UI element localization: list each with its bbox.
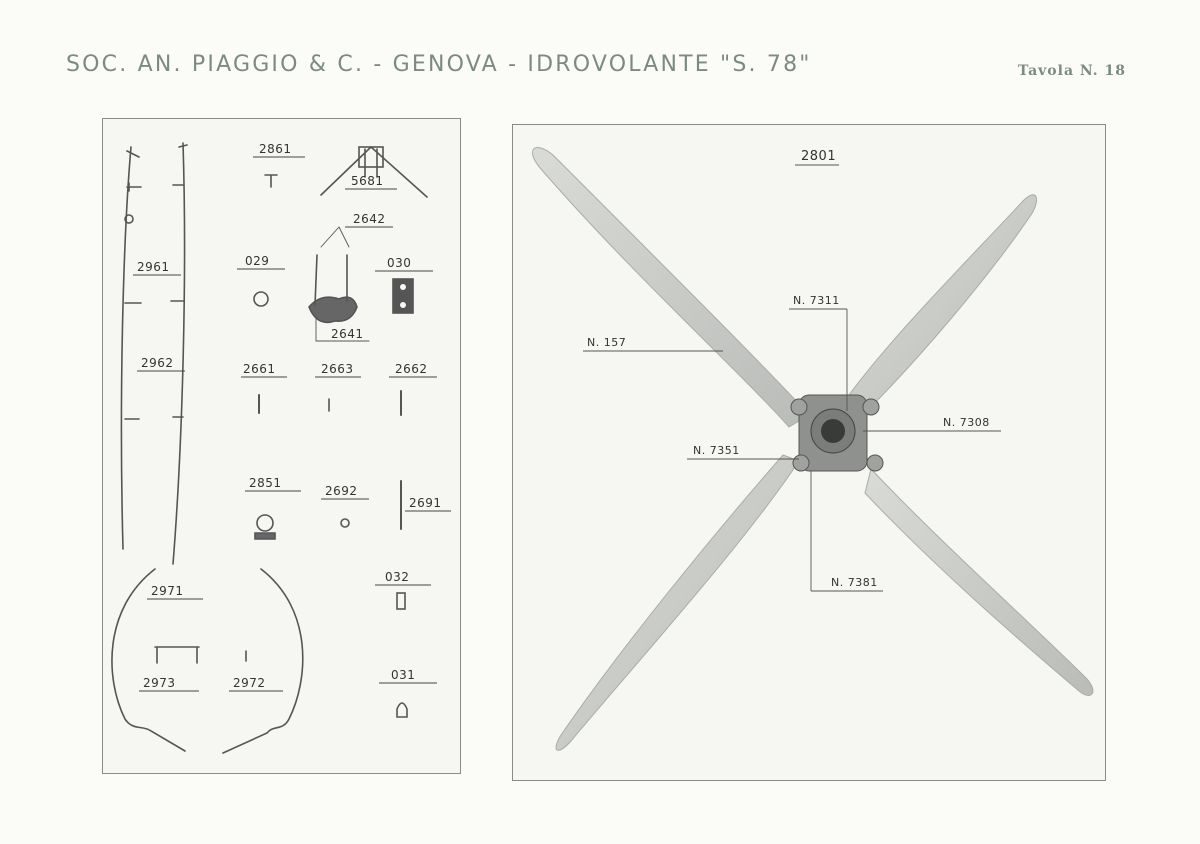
part-2962-rail: [173, 143, 185, 564]
page-title: SOC. AN. PIAGGIO & C. - GENOVA - IDROVOLANTE "S. 78": [66, 52, 812, 77]
part-032-fitting: [397, 593, 405, 609]
label-2861: 2861: [259, 142, 292, 156]
blade-upper-right: [849, 195, 1037, 415]
propeller-panel: [512, 124, 1106, 781]
label-5681: 5681: [351, 174, 384, 188]
blade-upper-left: [532, 148, 809, 427]
part-031-fitting: [397, 703, 407, 717]
label-032: 032: [385, 570, 410, 584]
part-2861: [265, 175, 277, 187]
label-2692: 2692: [325, 484, 358, 498]
label-2642: 2642: [353, 212, 386, 226]
parts-panel: [102, 118, 461, 774]
label-030: 030: [387, 256, 412, 270]
part-2692-washer: [341, 519, 349, 527]
part-2972-ring: [223, 569, 303, 753]
label-2971: 2971: [151, 584, 184, 598]
label-2663: 2663: [321, 362, 354, 376]
label-2961: 2961: [137, 260, 170, 274]
blade-lower-left: [556, 455, 799, 750]
propeller-drawing: [513, 125, 1105, 780]
propeller-hub: [791, 395, 883, 471]
label-n7308: N. 7308: [943, 416, 990, 429]
blade-lower-right: [865, 469, 1093, 695]
label-2662: 2662: [395, 362, 428, 376]
label-2801: 2801: [801, 149, 837, 164]
label-029: 029: [245, 254, 270, 268]
label-2641: 2641: [331, 327, 364, 341]
part-2851-clamp: [257, 515, 273, 531]
label-n7351: N. 7351: [693, 444, 740, 457]
label-2973: 2973: [143, 676, 176, 690]
part-2961-rail: [121, 147, 131, 549]
label-2972: 2972: [233, 676, 266, 690]
label-031: 031: [391, 668, 416, 682]
label-2691: 2691: [409, 496, 442, 510]
plate-number: Tavola N. 18: [1018, 63, 1127, 79]
label-2851: 2851: [249, 476, 282, 490]
label-2661: 2661: [243, 362, 276, 376]
label-2962: 2962: [141, 356, 174, 370]
part-2973-bracket: [155, 647, 199, 663]
label-n157: N. 157: [587, 336, 627, 349]
label-n7311: N. 7311: [793, 294, 840, 307]
part-029-ring: [254, 292, 268, 306]
label-n7381: N. 7381: [831, 576, 878, 589]
